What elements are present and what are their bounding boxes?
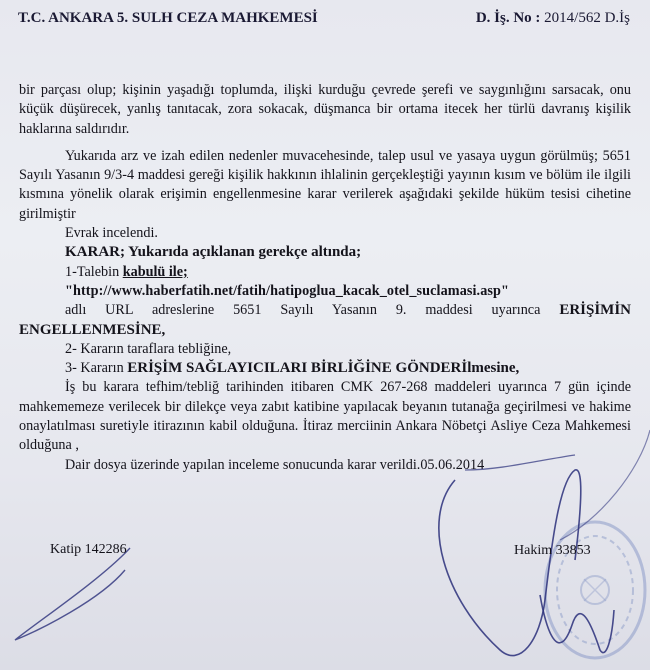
blocked-url: "http://www.haberfatih.net/fatih/hatipoglua_kacak_otel_suclamasi.asp" — [65, 282, 509, 299]
paragraph-decision-date: Dair dosya üzerinde yapılan inceleme sonucunda karar verildi.05.06.2014 — [65, 456, 485, 473]
file-number-label: D. İş. No : — [475, 10, 541, 26]
decision-item-1-prefix: 1-Talebin — [65, 263, 123, 280]
decision-heading: KARAR; Yukarıda açıklanan gerekçe altında; — [65, 244, 362, 261]
decision-item-1-bold: kabulü ile; — [122, 263, 188, 280]
clerk-signature-label: Katip 142286 — [50, 542, 127, 557]
court-name: T.C. ANKARA 5. SULH CEZA MAHKEMESİ — [18, 10, 318, 26]
file-number-value: 2014/562 D.İş — [544, 10, 630, 26]
decision-item-3-bold: ERİŞİM SAĞLAYICILARI BİRLİĞİNE GÖNDERİlmesine, — [127, 360, 520, 377]
paragraph-appeal: İş bu karara tefhim/tebliğ tarihinden itibaren CMK 267-268 maddeleri uyarınca 7 gün içinde mahkememeze verilecek bir dilekçe veya zabıt katibine yapılacak beyanın tutanağa geçirilmesi ve hakime onaylatılması suretiyle itirazının kabil olduğuna. İtiraz merciinin Ankara Nöbetçi Asliye Ceza Mahkemesi olduğuna , — [19, 379, 631, 454]
paragraph-examined: Evrak incelendi. — [65, 225, 158, 242]
decision-item-3-prefix: 3- Kararın — [65, 360, 128, 377]
url-block-text: adlı URL adreslerine 5651 Sayılı Yasanın 9. maddesi uyarınca — [65, 302, 560, 319]
paragraph-personality-rights: bir parçası olup; kişinin yaşadığı toplumda, ilişki kurduğu çevrede şerefi ve saygınlığını sarsacak, onu küçük düşürecek, yanlış tanıtacak, zora sokacak, düşmanca bir ortama itecek her türlü davranış kişilik haklarına saldırıdır. — [19, 82, 631, 137]
url-block-bold: ERİŞİMİN ENGELLENMESİNE, — [19, 302, 631, 338]
paragraph-reasoning: Yukarıda arz ve izah edilen nedenler muvacehesinde, talep usul ve yasaya uygun görülmüş; 5651 Sayılı Yasanın 9/3-4 maddesi gereği kişilik hakkının ihlalinin gerçekleştiği yayının kısım ve bölüm ile ilgili kısmına yönelik olarak erişimin engellenmesine karar verilerek aşağıdaki şekilde hüküm tesisi cihetine girilmiştir — [19, 147, 631, 222]
decision-item-2: 2- Kararın taraflara tebliğine, — [65, 340, 232, 357]
judge-signature-label: Hakim 33853 — [514, 543, 591, 558]
